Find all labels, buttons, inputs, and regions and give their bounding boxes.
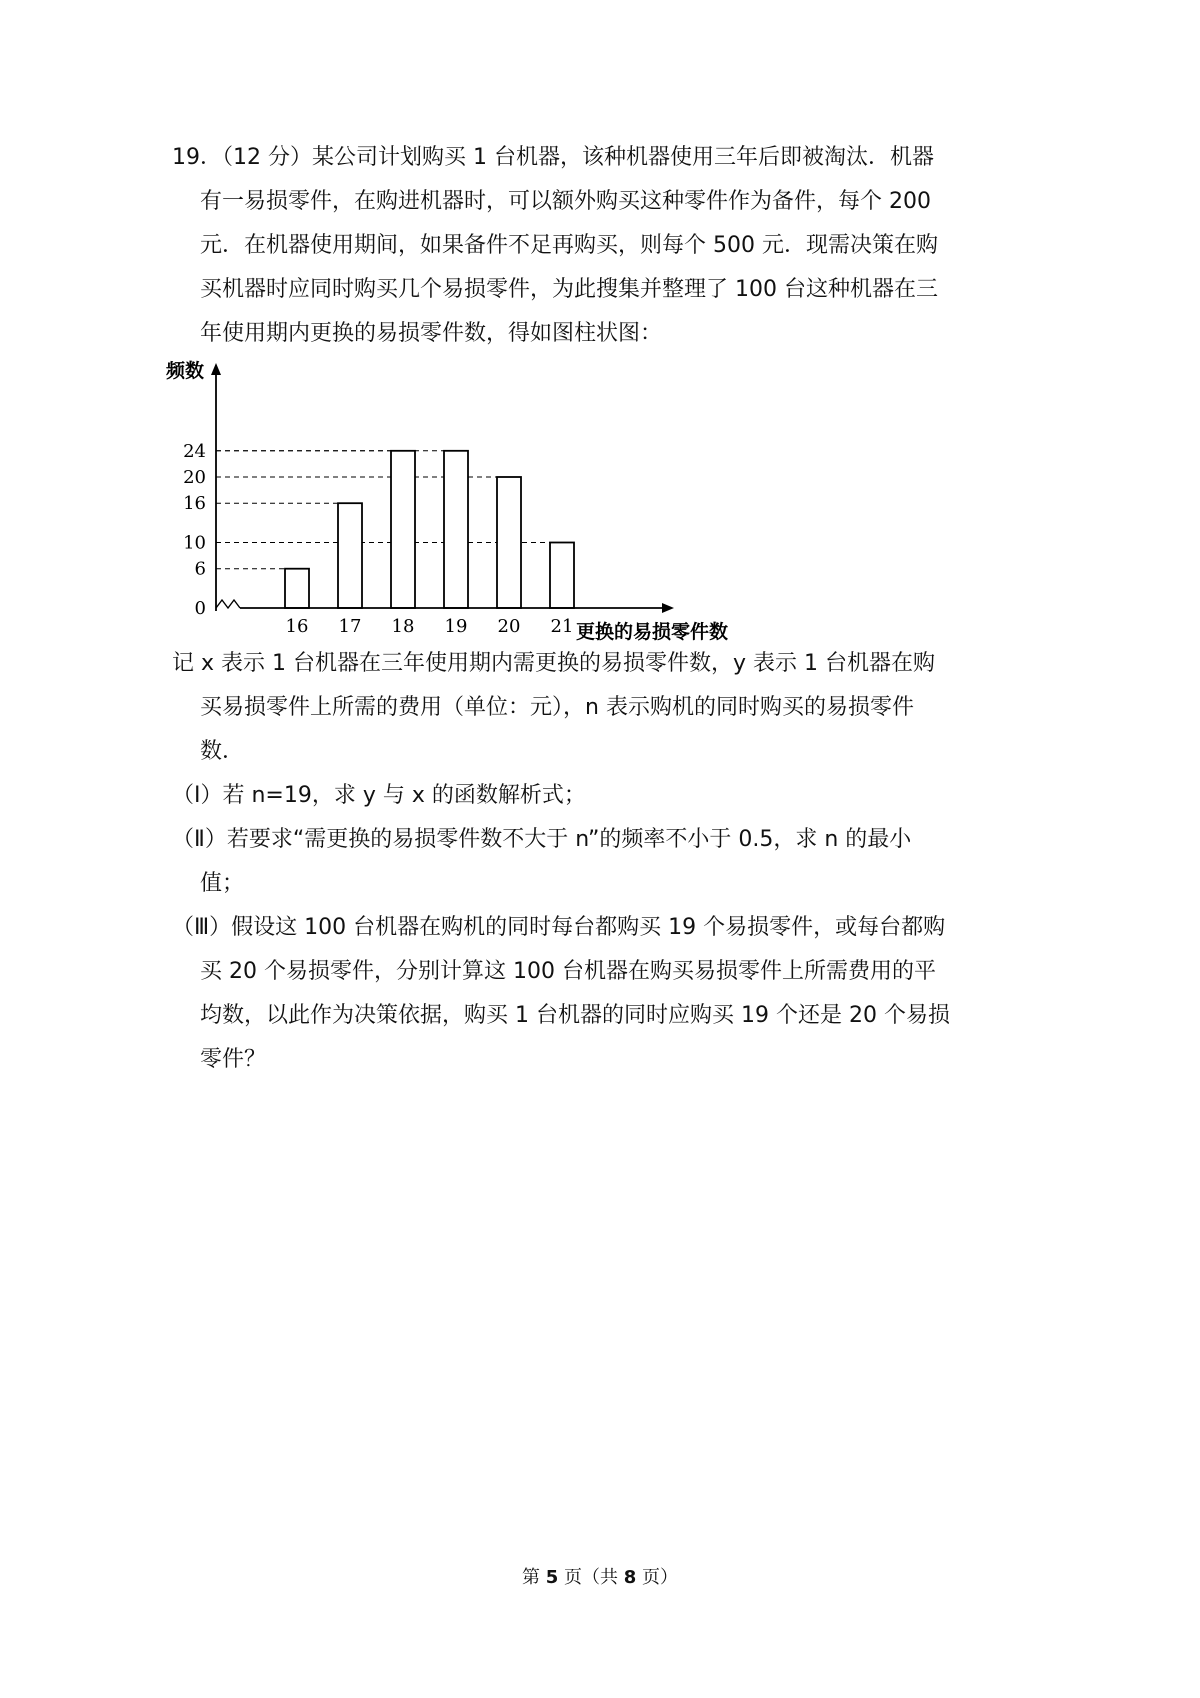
x-tick-label: 18 bbox=[391, 616, 415, 637]
definition-line-1: 记 x 表示 1 台机器在三年使用期内需更换的易损零件数，y 表示 1 台机器在购 bbox=[172, 651, 935, 676]
problem-line-1: 19．（12 分）某公司计划购买 1 台机器，该种机器使用三年后即被淘汰．机器 bbox=[172, 145, 934, 170]
x-tick-label: 19 bbox=[444, 616, 468, 637]
question-2-line-2: 值； bbox=[200, 871, 245, 896]
definition-line-3: 数． bbox=[200, 739, 245, 764]
page-total: 8 bbox=[623, 1567, 637, 1588]
x-tick-label: 20 bbox=[497, 616, 521, 637]
problem-line-4: 买机器时应同时购买几个易损零件，为此搜集并整理了 100 台这种机器在三 bbox=[200, 277, 938, 302]
axis-break-zigzag bbox=[216, 600, 240, 608]
bar bbox=[550, 543, 574, 609]
footer-middle: 页（共 bbox=[564, 1567, 618, 1588]
bar bbox=[338, 503, 362, 608]
y-tick-label: 10 bbox=[183, 532, 206, 554]
problem-line-5: 年使用期内更换的易损零件数，得如图柱状图： bbox=[200, 321, 663, 346]
x-axis-arrow bbox=[662, 603, 674, 613]
question-1: （Ⅰ）若 n=19，求 y 与 x 的函数解析式； bbox=[172, 783, 586, 808]
question-3-line-3: 均数，以此作为决策依据，购买 1 台机器的同时应购买 19 个还是 20 个易损 bbox=[200, 1003, 950, 1028]
x-axis-label: 更换的易损零件数 bbox=[576, 621, 729, 643]
x-tick-label: 17 bbox=[338, 616, 362, 637]
y-axis-label: 频数 bbox=[166, 360, 205, 382]
y-tick-label: 24 bbox=[183, 440, 206, 462]
y-tick-label: 16 bbox=[183, 493, 206, 515]
page-number: 5 bbox=[545, 1567, 559, 1588]
bar bbox=[285, 569, 309, 608]
bar bbox=[391, 451, 415, 608]
question-3-line-2: 买 20 个易损零件，分别计算这 100 台机器在购买易损零件上所需费用的平 bbox=[200, 959, 936, 984]
bar bbox=[444, 451, 468, 608]
footer-suffix: 页） bbox=[642, 1567, 678, 1588]
y-tick-label: 20 bbox=[183, 467, 206, 488]
question-3-line-1: （Ⅲ）假设这 100 台机器在购机的同时每台都购买 19 个易损零件，或每台都购 bbox=[172, 915, 946, 940]
question-3-line-4: 零件？ bbox=[200, 1047, 267, 1072]
question-2-line-1: （Ⅱ）若要求“需更换的易损零件数不大于 n”的频率不小于 0.5，求 n 的最小 bbox=[172, 827, 912, 852]
y-tick-label: 6 bbox=[194, 558, 206, 580]
problem-line-2: 有一易损零件，在购进机器时，可以额外购买这种零件作为备件，每个 200 bbox=[200, 189, 931, 214]
y-tick-label: 0 bbox=[194, 598, 206, 619]
bar bbox=[497, 477, 521, 608]
page-footer bbox=[0, 1563, 1200, 1589]
x-tick-label: 16 bbox=[285, 616, 309, 637]
problem-line-3: 元．在机器使用期间，如果备件不足再购买，则每个 500 元．现需决策在购 bbox=[200, 233, 938, 258]
footer-prefix: 第 bbox=[522, 1567, 540, 1588]
x-tick-label: 21 bbox=[550, 616, 574, 637]
y-axis-arrow bbox=[211, 363, 221, 375]
definition-line-2: 买易损零件上所需的费用（单位：元），n 表示购机的同时购买的易损零件 bbox=[200, 695, 914, 720]
